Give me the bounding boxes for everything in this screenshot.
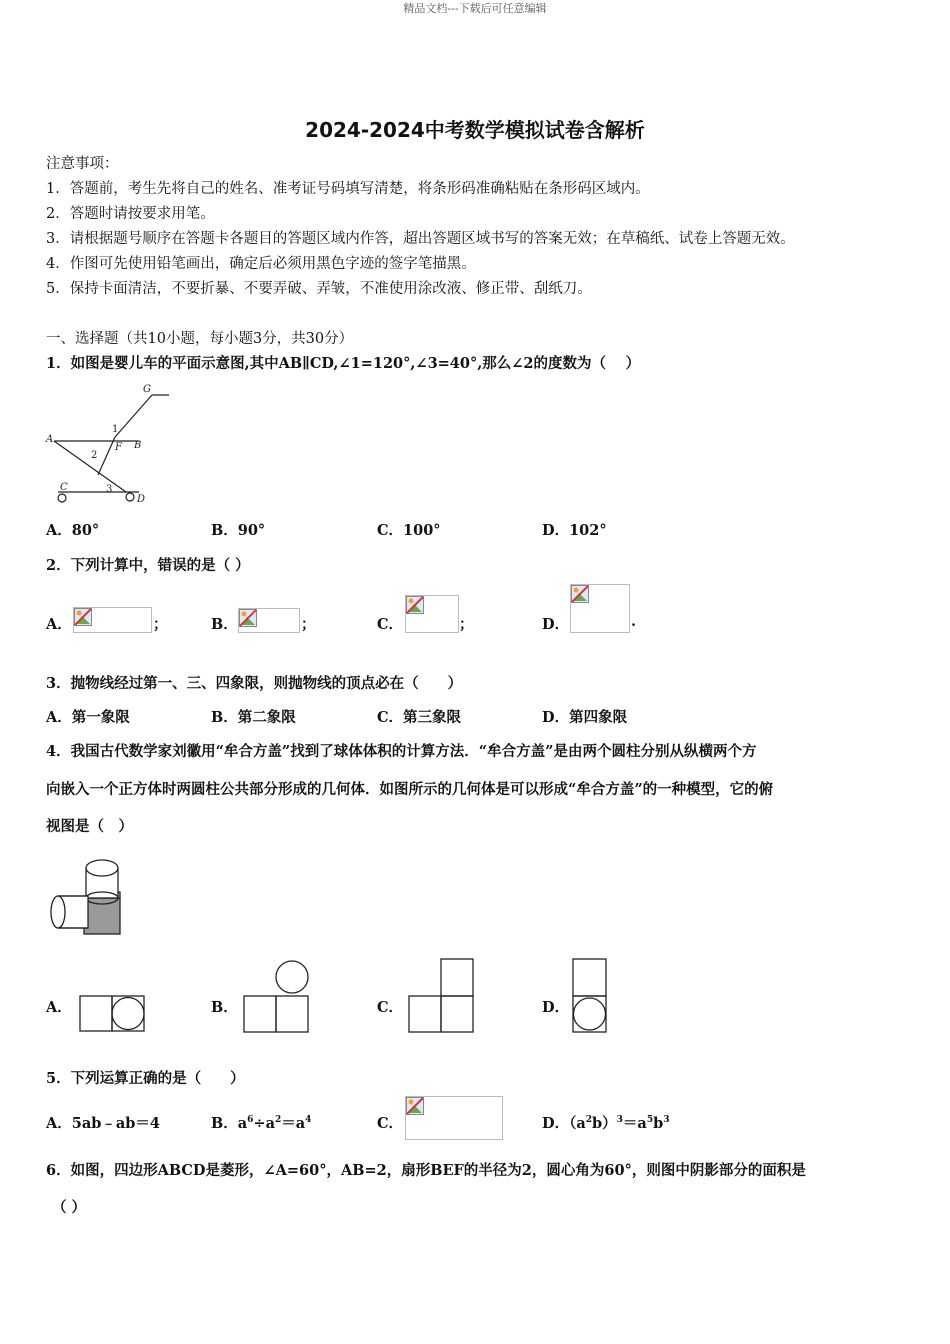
q4-stem-line: 4．我国古代数学家刘徽用“牟合方盖”找到了球体体积的计算方法．“牟合方盖”是由两个圆柱分别从纵横两个方: [46, 743, 757, 760]
q1-option-a[interactable]: A．80°: [46, 522, 100, 539]
q4-option-d-figure[interactable]: [572, 958, 608, 1034]
q2-sep: ；: [459, 616, 474, 633]
q4-option-d-label[interactable]: D．: [542, 999, 570, 1016]
section-heading: 一、选择题（共10小题，每小题3分，共30分）: [46, 331, 354, 347]
page-title: 2024-2024中考数学模拟试卷含解析: [305, 118, 645, 142]
notice-item: 3．请根据题号顺序在答题卡各题目的答题区域内作答，超出答题区域书写的答案无效；在草稿纸、试卷上答题无效。: [46, 231, 795, 247]
fig-label: D: [137, 494, 146, 505]
q1-stroller-figure: [44, 380, 174, 508]
q2-option-a-label[interactable]: A．: [46, 616, 72, 633]
q5-stem: 5．下列运算正确的是（ ）: [46, 1070, 245, 1087]
fig-label: 3: [106, 484, 113, 495]
q4-solid-figure: [46, 854, 126, 936]
broken-image-icon: [238, 608, 300, 633]
fig-label: F: [115, 442, 122, 453]
fig-label: G: [143, 384, 151, 395]
q2-sep: ；: [301, 616, 316, 633]
q2-sep: .: [631, 613, 637, 630]
q4-option-a-label[interactable]: A．: [46, 999, 72, 1016]
broken-image-icon: [405, 595, 459, 633]
q6-stem-line: 6．如图，四边形ABCD是菱形，∠A=60°，AB=2，扇形BEF的半径为2，圆心角为60°，则图中阴影部分的面积是: [46, 1162, 806, 1179]
q2-option-d-label[interactable]: D．: [542, 616, 570, 633]
q1-option-c[interactable]: C．100°: [377, 522, 441, 539]
notice-item: 5．保持卡面清洁，不要折暴、不要弄破、弄皱，不准使用涂改液、修正带、刮纸刀。: [46, 281, 592, 297]
fig-label: C: [60, 482, 68, 493]
page-header: 精品文档---下载后可任意编辑: [403, 2, 547, 15]
notice-heading: 注意事项：: [46, 156, 119, 172]
q4-stem-line: 视图是（ ）: [46, 818, 133, 835]
q2-option-c-label[interactable]: C．: [377, 616, 404, 633]
q3-option-a[interactable]: A．第一象限: [46, 709, 130, 726]
q6-stem-line: （ ）: [52, 1199, 87, 1216]
q3-option-d[interactable]: D．第四象限: [542, 709, 628, 726]
notice-item: 2．答题时请按要求用笔。: [46, 206, 215, 222]
fig-label: 1: [112, 424, 119, 435]
broken-image-icon: [570, 584, 630, 633]
q2-stem: 2．下列计算中，错误的是（ ）: [46, 557, 250, 574]
q2-sep: ；: [153, 616, 168, 633]
fig-label: 2: [91, 450, 98, 461]
q5-option-a[interactable]: A．5ab﹣ab＝4: [46, 1115, 160, 1132]
q4-option-a-figure[interactable]: [79, 995, 147, 1033]
q3-option-b[interactable]: B．第二象限: [211, 709, 296, 726]
q3-option-c[interactable]: C．第三象限: [377, 709, 462, 726]
fig-label: B: [134, 440, 142, 451]
q4-option-b-label[interactable]: B．: [211, 999, 238, 1016]
q4-option-c-figure[interactable]: [408, 958, 476, 1034]
fig-label: A: [46, 434, 54, 445]
q4-option-b-figure[interactable]: [243, 958, 311, 1034]
q1-option-d[interactable]: D．102°: [542, 522, 607, 539]
q3-stem: 3．抛物线经过第一、三、四象限，则抛物线的顶点必在（ ）: [46, 675, 463, 692]
q5-option-b[interactable]: B．$a^6\div a^2=a^4$: [211, 1115, 312, 1132]
q1-stem: 1．如图是婴儿车的平面示意图,其中AB∥CD,∠1=120°,∠3=40°,那么∠2的度数为（ ）: [46, 355, 641, 372]
notice-item: 4．作图可先使用铅笔画出，确定后必须用黑色字迹的签字笔描黑。: [46, 256, 476, 272]
q5-option-c-label[interactable]: C．: [377, 1115, 404, 1132]
q5-option-d[interactable]: D．$(a^2b)^3=a^5b^3$: [542, 1115, 670, 1132]
q2-option-b-label[interactable]: B．: [211, 616, 238, 633]
q1-option-b[interactable]: B．90°: [211, 522, 266, 539]
q4-stem-line: 向嵌入一个正方体时两圆柱公共部分形成的几何体．如图所示的几何体是可以形成“牟合方盖”的一种模型，它的俯: [46, 781, 774, 798]
q4-option-c-label[interactable]: C．: [377, 999, 404, 1016]
broken-image-icon: [73, 607, 152, 633]
notice-item: 1．答题前，考生先将自己的姓名、准考证号码填写清楚，将条形码准确粘贴在条形码区域内。: [46, 181, 650, 197]
broken-image-icon: [405, 1096, 503, 1140]
